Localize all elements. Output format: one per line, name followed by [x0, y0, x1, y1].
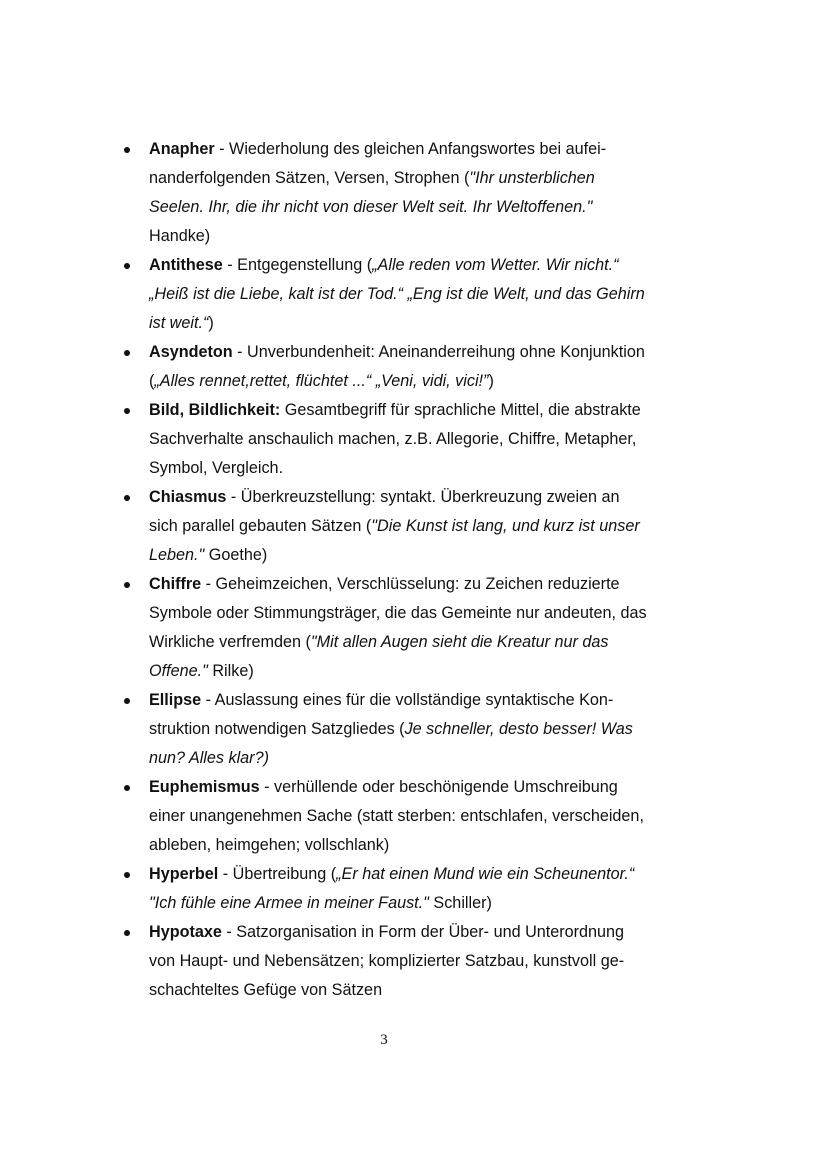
example: Je schneller, desto besser! Was nun? Alles klar?) [149, 720, 633, 767]
attribution: Schiller) [428, 894, 492, 912]
list-item [122, 396, 652, 483]
example: „Alles rennet,rettet, flüchtet ...“ „Veni, vidi, vici!” [154, 372, 489, 390]
list-item [122, 918, 652, 1005]
bullet-icon [124, 582, 130, 588]
attribution: Rilke) [207, 662, 254, 680]
term-name: Hypotaxe [149, 923, 222, 941]
definition-end: ) [208, 314, 214, 332]
stilmittel-list [122, 135, 652, 1005]
term-name: Chiasmus [149, 488, 227, 506]
term-name: Asyndeton [149, 343, 233, 361]
term-name: Ellipse [149, 691, 202, 709]
definition: - Entgegenstellung ( [222, 256, 373, 274]
example: "Ihr unsterblichen Seelen. Ihr, die ihr nicht von dieser Welt seit. Ihr Weltoffenen." [149, 169, 595, 216]
list-item [122, 773, 652, 860]
bullet-icon [124, 495, 130, 501]
definition: Gesamtbegriff für sprachliche Mittel, die abstrakte Sachverhalte anschaulich machen, z.B. Allegorie, Chiffre, Metapher, Symbol, Vergleich. [149, 401, 641, 477]
bullet-icon [124, 698, 130, 704]
definition: - Überkreuzstellung: syntakt. Überkreuzung zweien an sich parallel gebauten Sätzen ( [149, 488, 620, 535]
attribution: Goethe) [204, 546, 268, 564]
term-name: Bild, Bildlichkeit: [149, 401, 281, 419]
definition-end: ) [488, 372, 494, 390]
bullet-icon [124, 930, 130, 936]
example: „Alle reden vom Wetter. Wir nicht.“ „Heiß ist die Liebe, kalt ist der Tod.“ „Eng ist die Welt, und das Gehirn ist weit.“ [149, 256, 645, 332]
definition: - Übertreibung ( [218, 865, 337, 883]
example: „Er hat einen Mund wie ein Scheunentor.“ "Ich fühle eine Armee in meiner Faust." [149, 865, 635, 912]
list-item [122, 483, 652, 570]
list-item [122, 686, 652, 773]
list-item [122, 860, 652, 918]
bullet-icon [124, 147, 130, 153]
bullet-icon [124, 785, 130, 791]
definition: - Geheimzeichen, Verschlüsselung: zu Zeichen reduzierte Symbole oder Stimmungsträger, die das Gemeinte nur andeuten, das Wirkliche verfremden ( [149, 575, 647, 651]
definition: - verhüllende oder beschönigende Umschreibung einer unangenehmen Sache (statt sterben: entschlafen, verscheiden, ableben, heimgehen; vollschlank) [149, 778, 644, 854]
list-item [122, 338, 652, 396]
term-name: Euphemismus [149, 778, 260, 796]
term-name: Anapher [149, 140, 215, 158]
term-name: Chiffre [149, 575, 202, 593]
bullet-icon [124, 872, 130, 878]
definition: - Unverbundenheit: Aneinanderreihung ohne Konjunktion ( [149, 343, 645, 390]
bullet-icon [124, 408, 130, 414]
bullet-icon [124, 263, 130, 269]
definition: - Wiederholung des gleichen Anfangswortes bei aufeinanderfolgenden Sätzen, Versen, Strophen ( [149, 140, 607, 187]
term-name: Antithese [149, 256, 223, 274]
term-name: Hyperbel [149, 865, 219, 883]
definition: - Satzorganisation in Form der Über- und Unterordnung von Haupt- und Nebensätzen; komplizierter Satzbau, kunstvoll geschachteltes Gefüge von Sätzen [149, 923, 625, 999]
list-item [122, 251, 652, 338]
definition: - Auslassung eines für die vollständige syntaktische Konstruktion notwendigen Satzgliedes ( [149, 691, 614, 738]
example: "Mit allen Augen sieht die Kreatur nur das Offene." [149, 633, 609, 680]
example: "Die Kunst ist lang, und kurz ist unser Leben." [149, 517, 640, 564]
list-item [122, 570, 652, 686]
list-item [122, 135, 652, 251]
bullet-icon [124, 350, 130, 356]
page-number: 3 [380, 1032, 388, 1048]
attribution: Handke) [149, 227, 211, 245]
